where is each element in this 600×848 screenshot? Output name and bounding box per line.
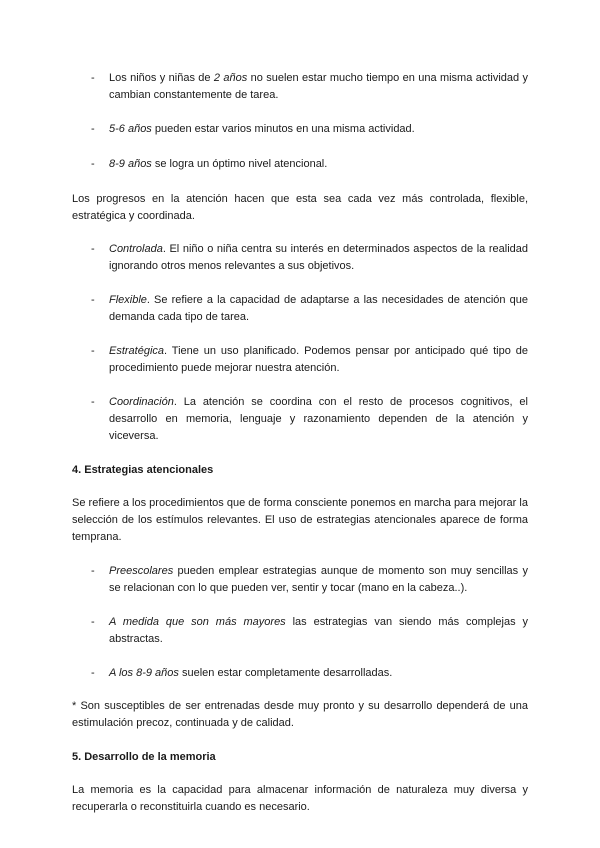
bullet-dash: - [91,345,95,357]
bullet-dash: - [91,565,95,577]
list-item [72,121,528,138]
section-heading: 4. Estrategias atencionales [72,464,214,476]
bullet-dash: - [91,396,95,408]
list-item [72,614,528,648]
bullet-dash: - [91,243,95,255]
item-text: se logra un óptimo nivel atencional. [151,158,328,170]
item-emphasis: A medida que son más mayores [109,616,286,628]
item-emphasis: 5-6 años [109,123,152,135]
item-emphasis: 8-9 años [109,158,152,170]
item-text: pueden emplear estrategias aunque de momento son muy sencillas y se relacionan con lo que pueden ver, sentir y tocar (mano en la cabeza..). [109,565,528,594]
item-text: . Tiene un uso planificado. Podemos pensar por anticipado qué tipo de procedimiento puede mejorar nuestra atención. [109,345,528,374]
bullet-dash: - [91,72,95,84]
bullet-dash: - [91,667,95,679]
item-emphasis: Flexible [109,294,147,306]
footnote-paragraph: * Son susceptibles de ser entrenadas desde muy pronto y su desarrollo dependerá de una estimulación precoz, continuada y de calidad. [72,700,528,729]
item-text: suelen estar completamente desarrolladas. [178,667,393,679]
item-emphasis: Controlada [109,243,163,255]
paragraph: Los progresos en la atención hacen que esta sea cada vez más controlada, flexible, estratégica y coordinada. [72,193,528,222]
paragraph: La memoria es la capacidad para almacenar información de naturaleza muy diversa y recuperarla o reconstituirla cuando es necesario. [72,784,528,813]
item-emphasis: Estratégica [109,345,165,357]
list-item [72,665,528,682]
item-emphasis: Preescolares [109,565,174,577]
section-heading: 5. Desarrollo de la memoria [72,751,216,763]
item-emphasis: A los 8-9 años [109,667,179,679]
list-item [72,241,528,275]
item-emphasis: Coordinación [109,396,174,408]
item-text: . Se refiere a la capacidad de adaptarse a las necesidades de atención que demanda cada tipo de tarea. [109,294,528,323]
bullet-dash: - [91,158,95,170]
list-item [72,156,528,173]
item-text: . El niño o niña centra su interés en determinados aspectos de la realidad ignorando otros menos relevantes a sus objetivos. [109,243,528,272]
list-item [72,563,528,597]
document-page [72,70,528,816]
list-item [72,394,528,445]
list-item [72,343,528,377]
list-item [72,70,528,104]
paragraph: Se refiere a los procedimientos que de forma consciente ponemos en marcha para mejorar la selección de los estímulos relevantes. El uso de estrategias atencionales aparece de forma temprana. [72,497,528,543]
item-text: las estrategias van siendo más complejas y abstractas. [109,616,528,645]
item-text: no suelen estar mucho tiempo en una misma actividad y cambian constantemente de tarea. [109,72,528,101]
item-text: . La atención se coordina con el resto de procesos cognitivos, el desarrollo en memoria, lenguaje y razonamiento dependen de la atención y viceversa. [109,396,528,442]
item-text-pre: Los niños y niñas de [109,72,214,84]
bullet-dash: - [91,616,95,628]
item-text: pueden estar varios minutos en una misma actividad. [151,123,415,135]
item-emphasis: 2 años [213,72,248,84]
bullet-dash: - [91,294,95,306]
bullet-dash: - [91,123,95,135]
list-item [72,292,528,326]
